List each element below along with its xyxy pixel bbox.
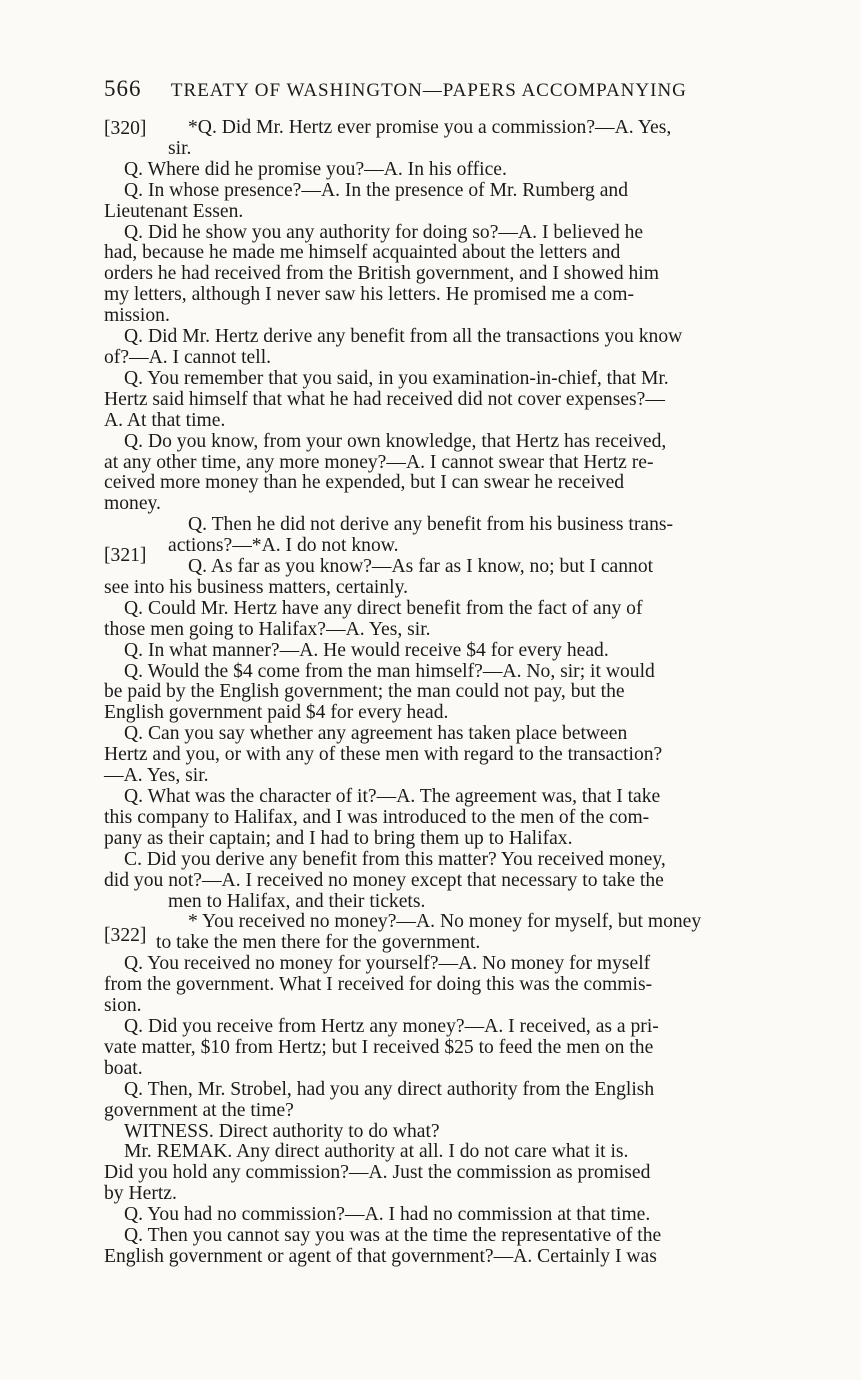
body-text	[104, 118, 796, 1268]
text-line: Q. Then you cannot say you was at the time the representative of the	[124, 1225, 662, 1247]
text-line: at any other time, any more money?—A. I cannot swear that Hertz re-	[104, 451, 654, 473]
text-line: Q. Could Mr. Hertz have any direct benefit from the fact of any of	[124, 597, 643, 619]
text-line: Hertz and you, or with any of these men with regard to the transaction?	[104, 744, 663, 766]
header-title: TREATY OF WASHINGTON—PAPERS ACCOMPANYING	[170, 80, 687, 101]
text-line: Q. Then, Mr. Strobel, had you any direct authority from the English	[124, 1078, 655, 1100]
text-line: * You received no money?—A. No money for myself, but money	[188, 911, 702, 933]
text-line: Mr. REMAK. Any direct authority at all. I do not care what it is.	[124, 1141, 629, 1163]
text-line: Q. Would the $4 come from the man himself?—A. No, sir; it would	[124, 660, 655, 682]
text-line: from the government. What I received for doing this was the commis-	[104, 974, 653, 996]
text-line: WITNESS. Direct authority to do what?	[124, 1120, 440, 1142]
text-line: vate matter, $10 from Hertz; but I received $25 to feed the men on the	[104, 1036, 654, 1058]
margin-marker: [322]	[104, 925, 147, 946]
text-line: Q. Did you receive from Hertz any money?—A. I received, as a pri-	[124, 1015, 659, 1037]
text-line: to take the men there for the government.	[156, 932, 481, 954]
text-line: ceived more money than he expended, but I can swear he received	[104, 472, 625, 494]
text-line: Q. In what manner?—A. He would receive $4 for every head.	[124, 639, 609, 661]
text-line: see into his business matters, certainly.	[104, 576, 408, 598]
text-line: mission.	[104, 305, 170, 327]
text-line: be paid by the English government; the man could not pay, but the	[104, 681, 625, 703]
text-line: Q. Did Mr. Hertz derive any benefit from all the transactions you know	[124, 326, 683, 348]
text-line: —A. Yes, sir.	[104, 765, 209, 787]
text-line: government at the time?	[104, 1099, 294, 1121]
text-line: Q. You had no commission?—A. I had no commission at that time.	[124, 1204, 651, 1226]
text-line: Hertz said himself that what he had received did not cover expenses?—	[104, 388, 665, 410]
margin-marker: [320]	[104, 118, 147, 139]
text-line: English government paid $4 for every head.	[104, 702, 449, 724]
text-line: this company to Halifax, and I was introduced to the men of the com-	[104, 806, 650, 828]
text-line: Lieutenant Essen.	[104, 200, 244, 222]
text-line: Q. Do you know, from your own knowledge, that Hertz has received,	[124, 430, 667, 452]
text-line: my letters, although I never saw his letters. He promised me a com-	[104, 284, 634, 306]
text-line: Q. Did he show you any authority for doing so?—A. I believed he	[124, 221, 644, 243]
text-line: by Hertz.	[104, 1183, 177, 1205]
text-line: Q. Then he did not derive any benefit from his business trans-	[188, 514, 674, 536]
text-line: did you not?—A. I received no money except that necessary to take the	[104, 869, 664, 891]
text-line: pany as their captain; and I had to bring them up to Halifax.	[104, 827, 573, 849]
text-line: Q. You received no money for yourself?—A. No money for myself	[124, 953, 651, 975]
text-line: Q. In whose presence?—A. In the presence of Mr. Rumberg and	[124, 179, 629, 201]
text-line: had, because he made me himself acquainted about the letters and	[104, 242, 621, 264]
text-line: Q. Can you say whether any agreement has taken place between	[124, 723, 628, 745]
text-line: Q. You remember that you said, in you examination-in-chief, that Mr.	[124, 367, 669, 389]
text-line: boat.	[104, 1057, 143, 1079]
text-line: money.	[104, 493, 161, 515]
text-line: Q. Where did he promise you?—A. In his office.	[124, 158, 507, 180]
text-line: *Q. Did Mr. Hertz ever promise you a commission?—A. Yes,	[188, 117, 672, 138]
running-header	[104, 76, 804, 102]
text-line: men to Halifax, and their tickets.	[168, 890, 426, 912]
text-line: sion.	[104, 995, 142, 1017]
text-line: A. At that time.	[104, 409, 226, 431]
page-number: 566	[104, 76, 142, 101]
text-line: those men going to Halifax?—A. Yes, sir.	[104, 618, 431, 640]
text-line: sir.	[168, 137, 192, 159]
text-line: Did you hold any commission?—A. Just the commission as promised	[104, 1162, 651, 1184]
text-line: English government or agent of that government?—A. Certainly I was	[104, 1245, 657, 1267]
text-line: Q. What was the character of it?—A. The agreement was, that I take	[124, 786, 661, 807]
text-line: C. Did you derive any benefit from this matter? You received money,	[124, 848, 666, 870]
margin-marker: [321]	[104, 545, 147, 566]
text-line: Q. As far as you know?—As far as I know, no; but I cannot	[188, 556, 654, 578]
text-line: of?—A. I cannot tell.	[104, 346, 272, 368]
text-line: orders he had received from the British government, and I showed him	[104, 263, 659, 285]
text-line: actions?—*A. I do not know.	[168, 535, 399, 557]
